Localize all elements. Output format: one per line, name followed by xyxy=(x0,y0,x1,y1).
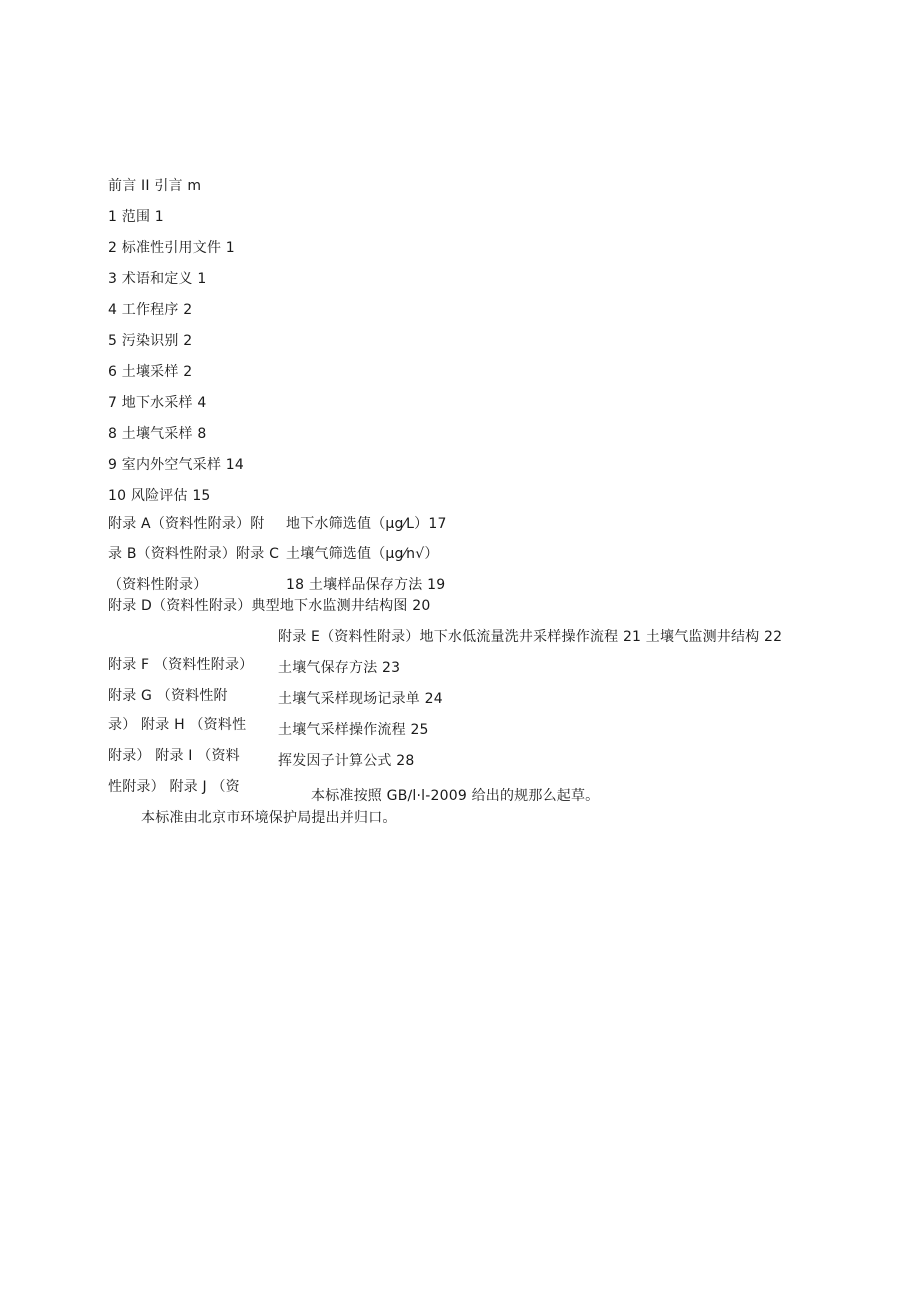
toc-line-groundwater-sampling: 7 地下水采样 4 xyxy=(108,395,207,411)
toc-line-soil-gas-sampling: 8 土壤气采样 8 xyxy=(108,426,207,442)
toc-line-appendix-i-left: 附录） 附录 I （资料 xyxy=(108,748,240,764)
toc-line-preface: 前言 II 引言 m xyxy=(108,178,202,194)
drafting-rules-statement: 本标准按照 GB∕l·l-2009 给出的规那么起草。 xyxy=(311,788,600,804)
toc-line-appendix-bc-left: 录 B（资料性附录）附录 C xyxy=(108,546,280,562)
toc-line-appendix-f-left: 附录 F （资料性附录） xyxy=(108,657,254,673)
toc-line-appendix-i-right: 挥发因子计算公式 28 xyxy=(278,753,415,769)
proposal-statement: 本标准由北京市环境保护局提出并归口。 xyxy=(141,810,397,826)
toc-line-appendix-c-right: 18 土壤样品保存方法 19 xyxy=(286,577,446,593)
toc-line-appendix-h-right: 土壤气采样操作流程 25 xyxy=(278,722,429,738)
toc-line-appendix-a-left: 附录 A（资料性附录）附 xyxy=(108,516,265,532)
toc-line-procedure: 4 工作程序 2 xyxy=(108,302,193,318)
toc-line-appendix-e: 附录 E（资料性附录）地下水低流量洗井采样操作流程 21 土壤气监测井结构 22 xyxy=(278,629,783,645)
toc-line-terms: 3 术语和定义 1 xyxy=(108,271,207,287)
toc-line-appendix-h-left: 录） 附录 H （资料性 xyxy=(108,717,247,733)
toc-line-pollution-identification: 5 污染识别 2 xyxy=(108,333,193,349)
toc-line-appendix-f-right: 土壤气保存方法 23 xyxy=(278,660,401,676)
toc-line-appendix-bc-right: 土壤气筛选值（μg⁄n√） xyxy=(286,546,439,562)
toc-line-appendix-j-left: 性附录） 附录 J （资 xyxy=(108,779,240,795)
toc-line-appendix-g-left: 附录 G （资料性附 xyxy=(108,688,228,704)
toc-line-appendix-g-right: 土壤气采样现场记录单 24 xyxy=(278,691,443,707)
toc-line-scope: 1 范围 1 xyxy=(108,209,164,225)
toc-line-normative-references: 2 标准性引用文件 1 xyxy=(108,240,235,256)
toc-line-appendix-a-right: 地下水筛选值（μg⁄L）17 xyxy=(286,516,447,532)
toc-line-appendix-d: 附录 D（资料性附录）典型地下水监测井结构图 20 xyxy=(108,598,431,614)
toc-line-risk-assessment: 10 风险评估 15 xyxy=(108,488,211,504)
toc-line-soil-sampling: 6 土壤采样 2 xyxy=(108,364,193,380)
toc-line-appendix-c-left: （资料性附录） xyxy=(108,577,208,593)
toc-line-air-sampling: 9 室内外空气采样 14 xyxy=(108,457,245,473)
